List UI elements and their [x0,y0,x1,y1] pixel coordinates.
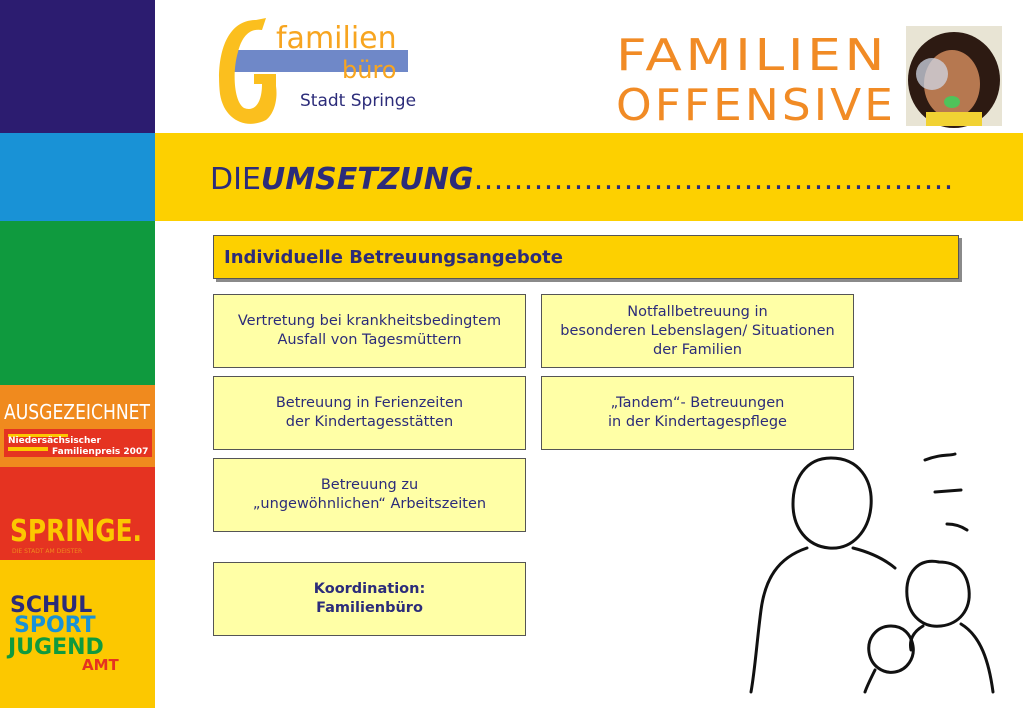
box-vertretung [213,294,526,368]
side-strip-green [0,221,155,385]
box-ferien-line2: der Kindertagesstätten [285,414,454,430]
girl-with-bubble-photo [906,26,1002,126]
box-koordination-line1: Koordination: [313,581,426,597]
box-notfall-line1: Notfallbetreuung in [627,303,768,320]
schul-line1: SCHUL [10,593,93,618]
box-ferien [213,376,526,450]
logo-word-buero: büro [342,56,397,84]
familien-offensive-logo [612,26,902,131]
badge-headline: AUSGEZEICHNET [4,400,151,424]
schul-line3: JUGEND [8,635,104,660]
badge-line2: Familienpreis 2007 [52,447,149,457]
box-koordination [213,562,526,636]
box-notfall-line2: besonderen Lebenslagen/ Situationen [560,322,835,339]
offensive-line2: OFFENSIVE [616,80,896,131]
box-vertretung-line2: Ausfall von Tagesmüttern [277,332,462,348]
box-tandem-line2: in der Kindertagespflege [608,414,787,430]
box-arbeitszeiten-line2: „ungewöhnlichen“ Arbeitszeiten [252,496,487,512]
familienbuero-logo [210,8,420,130]
title-main: UMSETZUNG [260,162,474,197]
springe-logo [0,467,155,560]
box-tandem-line1: „Tandem“- Betreuungen [610,395,785,411]
schul-line4: AMT [82,656,119,674]
box-vertretung-line1: Vertretung bei krankheitsbedingtem [237,313,502,329]
title-dots: ………………………………………… [473,162,954,197]
side-strip-navy [0,0,155,133]
schul-sport-jugend-amt-logo [0,560,155,708]
box-notfall [541,294,854,368]
badge-line1: Niedersächsischer [8,436,101,446]
springe-subtext: DIE STADT AM DEISTER [12,548,83,555]
logo-word-stadt: Stadt Springe [300,91,417,111]
section-heading-text: Individuelle Betreuungsangebote [224,247,563,268]
box-koordination-line2: Familienbüro [316,600,423,616]
springe-text: SPRINGE. [10,514,142,549]
box-arbeitszeiten-line1: Betreuung zu [320,477,419,493]
box-tandem [541,376,854,450]
box-arbeitszeiten [213,458,526,532]
box-ferien-line1: Betreuung in Ferienzeiten [275,395,464,411]
side-strip-blue [0,133,155,221]
title-prefix: DIE [210,162,261,197]
logo-word-familien: familien [276,21,397,56]
schul-line2: SPORT [14,613,96,638]
box-notfall-line3: der Familien [653,341,742,358]
offensive-line1: FAMILIEN [616,30,888,81]
section-heading [213,235,959,279]
ausgezeichnet-badge [0,385,155,467]
page-title [210,162,954,197]
family-illustration [735,440,1020,705]
